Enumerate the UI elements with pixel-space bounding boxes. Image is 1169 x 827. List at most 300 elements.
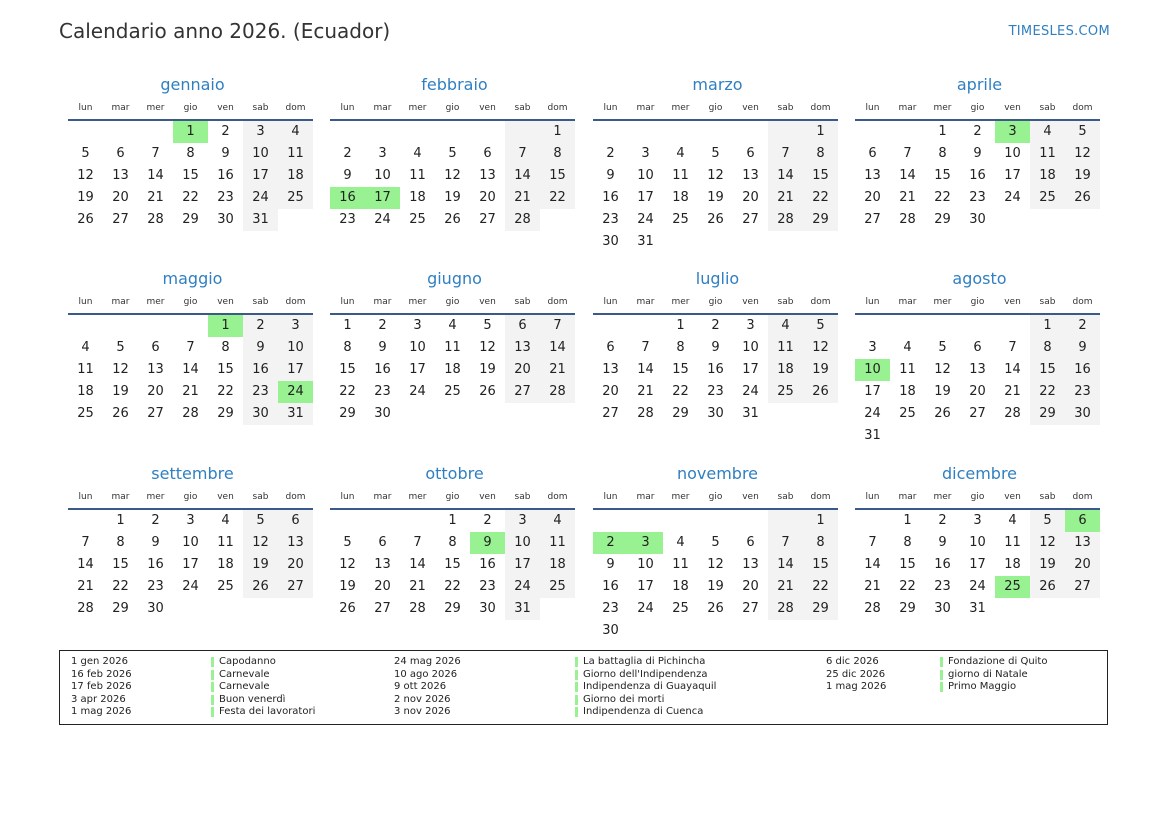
day-cell: 10 bbox=[182, 535, 199, 550]
legend-color-bars-1 bbox=[211, 657, 214, 719]
month-name: dicembre bbox=[941, 464, 1018, 483]
weekday-label: mar bbox=[898, 103, 917, 113]
brand-link[interactable]: TIMESLES.COM bbox=[1008, 24, 1110, 39]
day-cell: 8 bbox=[903, 535, 912, 550]
holiday-day-cell: 3 bbox=[628, 532, 663, 554]
day-cell: 19 bbox=[1065, 165, 1100, 187]
day-cell: 8 bbox=[448, 535, 457, 550]
legend-names-col-3 bbox=[948, 656, 1047, 694]
empty-cell bbox=[890, 315, 925, 337]
day-cell: 6 bbox=[151, 340, 160, 355]
day-cell: 22 bbox=[934, 190, 951, 205]
day-cell: 28 bbox=[768, 209, 803, 231]
day-cell: 15 bbox=[899, 557, 916, 572]
weekday-label: ven bbox=[217, 103, 234, 113]
empty-cell bbox=[173, 315, 208, 337]
day-cell: 4 bbox=[540, 510, 575, 532]
day-cell: 10 bbox=[505, 532, 540, 554]
day-grid bbox=[68, 315, 315, 425]
weekday-label: lun bbox=[865, 103, 880, 113]
legend-holiday-name: Indipendenza di Cuenca bbox=[583, 706, 704, 717]
month-name: febbraio bbox=[421, 75, 488, 94]
day-cell: 13 bbox=[602, 362, 619, 377]
weekday-label: gio bbox=[708, 297, 723, 307]
month-marzo bbox=[595, 72, 840, 253]
day-cell: 24 bbox=[182, 579, 199, 594]
day-cell: 21 bbox=[1004, 384, 1021, 399]
day-cell: 2 bbox=[973, 124, 982, 139]
weekday-label: mer bbox=[933, 297, 952, 307]
day-cell: 30 bbox=[707, 406, 724, 421]
empty-cell bbox=[365, 121, 400, 143]
weekday-label: sab bbox=[514, 103, 531, 113]
weekday-label: sab bbox=[514, 297, 531, 307]
day-cell: 28 bbox=[182, 406, 199, 421]
empty-cell bbox=[855, 315, 890, 337]
day-cell: 25 bbox=[217, 579, 234, 594]
legend-holiday-name: Carnevale bbox=[219, 668, 270, 680]
weekday-label: gio bbox=[183, 492, 198, 502]
day-cell: 17 bbox=[637, 579, 654, 594]
empty-cell bbox=[330, 121, 365, 143]
legend-holiday-name: La battaglia di Pichincha bbox=[583, 656, 706, 667]
empty-cell bbox=[890, 121, 925, 143]
day-cell: 5 bbox=[803, 315, 838, 337]
day-cell: 7 bbox=[81, 535, 90, 550]
legend-date: 25 dic 2026 bbox=[826, 668, 886, 680]
day-cell: 16 bbox=[243, 359, 278, 381]
day-cell: 14 bbox=[768, 165, 803, 187]
day-cell: 12 bbox=[112, 362, 129, 377]
weekday-label: sab bbox=[777, 297, 794, 307]
day-cell: 9 bbox=[243, 337, 278, 359]
day-cell: 20 bbox=[1065, 554, 1100, 576]
weekday-label: dom bbox=[285, 297, 306, 307]
day-cell: 10 bbox=[278, 337, 313, 359]
legend-date: 3 apr 2026 bbox=[71, 693, 126, 705]
day-grid bbox=[593, 121, 840, 253]
day-cell: 28 bbox=[147, 212, 164, 227]
legend-date: 16 feb 2026 bbox=[71, 668, 132, 680]
day-cell: 11 bbox=[540, 532, 575, 554]
legend-date: 1 gen 2026 bbox=[71, 656, 129, 667]
day-cell: 29 bbox=[803, 209, 838, 231]
day-cell: 15 bbox=[339, 362, 356, 377]
legend-holiday-name: Giorno dell'Indipendenza bbox=[583, 668, 708, 680]
day-cell: 19 bbox=[934, 384, 951, 399]
day-cell: 20 bbox=[147, 384, 164, 399]
day-cell: 31 bbox=[742, 406, 759, 421]
day-cell: 15 bbox=[217, 362, 234, 377]
weekday-label: ven bbox=[479, 103, 496, 113]
day-cell: 17 bbox=[243, 165, 278, 187]
day-cell: 6 bbox=[505, 315, 540, 337]
weekday-label: mer bbox=[408, 297, 427, 307]
day-cell: 12 bbox=[1065, 143, 1100, 165]
month-name: luglio bbox=[695, 269, 740, 288]
day-cell: 6 bbox=[746, 146, 755, 161]
day-cell: 7 bbox=[151, 146, 160, 161]
weekday-label: ven bbox=[742, 492, 759, 502]
day-cell: 20 bbox=[374, 579, 391, 594]
day-cell: 30 bbox=[602, 623, 619, 638]
day-cell: 6 bbox=[278, 510, 313, 532]
day-cell: 24 bbox=[505, 576, 540, 598]
day-cell: 28 bbox=[505, 209, 540, 231]
month-name: giugno bbox=[427, 269, 482, 288]
holiday-day-cell: 25 bbox=[995, 576, 1030, 598]
day-cell: 5 bbox=[81, 146, 90, 161]
legend-holiday-name: Giorno dei morti bbox=[583, 693, 665, 705]
weekday-label: gio bbox=[183, 297, 198, 307]
weekday-label: lun bbox=[340, 492, 355, 502]
empty-cell bbox=[435, 121, 470, 143]
weekday-label: dom bbox=[810, 297, 831, 307]
weekday-label: dom bbox=[810, 103, 831, 113]
day-cell: 3 bbox=[278, 315, 313, 337]
day-cell: 31 bbox=[243, 209, 278, 231]
day-cell: 13 bbox=[1065, 532, 1100, 554]
day-cell: 5 bbox=[448, 146, 457, 161]
day-cell: 1 bbox=[1030, 315, 1065, 337]
day-cell: 10 bbox=[243, 143, 278, 165]
empty-cell bbox=[138, 121, 173, 143]
weekday-label: sab bbox=[777, 492, 794, 502]
month-settembre bbox=[70, 461, 315, 620]
day-cell: 14 bbox=[768, 554, 803, 576]
day-cell: 29 bbox=[672, 406, 689, 421]
day-cell: 17 bbox=[278, 359, 313, 381]
empty-cell bbox=[103, 121, 138, 143]
weekday-label: lun bbox=[865, 492, 880, 502]
day-cell: 26 bbox=[1065, 187, 1100, 209]
weekday-label: lun bbox=[865, 297, 880, 307]
day-cell: 14 bbox=[147, 168, 164, 183]
day-cell: 25 bbox=[77, 406, 94, 421]
weekday-label: gio bbox=[970, 492, 985, 502]
day-cell: 4 bbox=[221, 513, 230, 528]
legend-color-bars-2 bbox=[575, 657, 578, 719]
month-novembre bbox=[595, 461, 840, 642]
empty-cell bbox=[68, 510, 103, 532]
day-cell: 7 bbox=[868, 535, 877, 550]
legend-holiday-name: Capodanno bbox=[219, 656, 276, 667]
weekday-header bbox=[330, 487, 577, 507]
day-cell: 2 bbox=[151, 513, 160, 528]
day-cell: 13 bbox=[374, 557, 391, 572]
weekday-header bbox=[593, 487, 840, 507]
weekday-label: mar bbox=[111, 492, 130, 502]
empty-cell bbox=[698, 121, 733, 143]
day-cell: 27 bbox=[742, 601, 759, 616]
day-cell: 24 bbox=[864, 406, 881, 421]
day-cell: 30 bbox=[147, 601, 164, 616]
day-cell: 9 bbox=[151, 535, 160, 550]
day-cell: 30 bbox=[934, 601, 951, 616]
weekday-label: dom bbox=[547, 297, 568, 307]
day-cell: 12 bbox=[479, 340, 496, 355]
day-cell: 29 bbox=[339, 406, 356, 421]
empty-cell bbox=[593, 315, 628, 337]
day-cell: 12 bbox=[339, 557, 356, 572]
day-cell: 27 bbox=[969, 406, 986, 421]
day-cell: 8 bbox=[343, 340, 352, 355]
day-cell: 23 bbox=[147, 579, 164, 594]
day-cell: 6 bbox=[483, 146, 492, 161]
day-cell: 14 bbox=[409, 557, 426, 572]
day-cell: 27 bbox=[479, 212, 496, 227]
weekday-label: lun bbox=[78, 492, 93, 502]
day-cell: 29 bbox=[217, 406, 234, 421]
day-cell: 31 bbox=[278, 403, 313, 425]
day-cell: 29 bbox=[899, 601, 916, 616]
day-cell: 1 bbox=[803, 121, 838, 143]
month-gennaio bbox=[70, 72, 315, 231]
day-grid bbox=[593, 510, 840, 642]
day-cell: 9 bbox=[221, 146, 230, 161]
weekday-label: mer bbox=[146, 297, 165, 307]
day-cell: 17 bbox=[409, 362, 426, 377]
day-cell: 17 bbox=[742, 362, 759, 377]
day-cell: 4 bbox=[903, 340, 912, 355]
day-cell: 13 bbox=[112, 168, 129, 183]
day-cell: 19 bbox=[77, 190, 94, 205]
day-cell: 5 bbox=[1030, 510, 1065, 532]
weekday-label: gio bbox=[445, 103, 460, 113]
day-cell: 13 bbox=[479, 168, 496, 183]
day-cell: 21 bbox=[77, 579, 94, 594]
day-cell: 9 bbox=[973, 146, 982, 161]
day-cell: 31 bbox=[969, 601, 986, 616]
month-name: ottobre bbox=[425, 464, 484, 483]
legend-date: 10 ago 2026 bbox=[394, 668, 458, 680]
day-cell: 3 bbox=[746, 318, 755, 333]
day-cell: 13 bbox=[742, 168, 759, 183]
day-cell: 12 bbox=[77, 168, 94, 183]
day-cell: 1 bbox=[938, 124, 947, 139]
weekday-header bbox=[855, 98, 1102, 118]
holiday-day-cell: 1 bbox=[208, 315, 243, 337]
day-cell: 19 bbox=[707, 579, 724, 594]
day-cell: 10 bbox=[1004, 146, 1021, 161]
holiday-day-cell: 9 bbox=[470, 532, 505, 554]
day-cell: 10 bbox=[374, 168, 391, 183]
legend-date: 1 mag 2026 bbox=[826, 681, 887, 692]
day-cell: 14 bbox=[182, 362, 199, 377]
day-cell: 25 bbox=[444, 384, 461, 399]
day-cell: 16 bbox=[479, 557, 496, 572]
day-cell: 11 bbox=[77, 362, 94, 377]
day-cell: 26 bbox=[479, 384, 496, 399]
day-cell: 16 bbox=[374, 362, 391, 377]
legend-holiday-name: Carnevale bbox=[219, 681, 270, 692]
weekday-header bbox=[855, 292, 1102, 312]
day-cell: 15 bbox=[803, 165, 838, 187]
weekday-label: sab bbox=[1039, 297, 1056, 307]
empty-cell bbox=[365, 510, 400, 532]
day-grid bbox=[330, 315, 577, 425]
weekday-label: mer bbox=[671, 297, 690, 307]
day-cell: 6 bbox=[746, 535, 755, 550]
day-cell: 8 bbox=[803, 143, 838, 165]
day-cell: 2 bbox=[711, 318, 720, 333]
legend-date: 2 nov 2026 bbox=[394, 693, 451, 705]
legend-holiday-name: Buon venerdì bbox=[219, 693, 286, 705]
day-cell: 2 bbox=[1065, 315, 1100, 337]
day-cell: 3 bbox=[186, 513, 195, 528]
month-febbraio bbox=[332, 72, 577, 231]
page-title: Calendario anno 2026. (Ecuador) bbox=[59, 19, 391, 43]
day-cell: 30 bbox=[602, 234, 619, 249]
day-cell: 8 bbox=[540, 143, 575, 165]
empty-cell bbox=[470, 121, 505, 143]
day-cell: 4 bbox=[278, 121, 313, 143]
holiday-day-cell: 1 bbox=[173, 121, 208, 143]
weekday-label: sab bbox=[1039, 103, 1056, 113]
day-cell: 13 bbox=[742, 557, 759, 572]
weekday-label: mar bbox=[636, 297, 655, 307]
weekday-label: gio bbox=[445, 492, 460, 502]
weekday-label: mar bbox=[373, 492, 392, 502]
weekday-label: dom bbox=[1072, 297, 1093, 307]
day-cell: 11 bbox=[278, 143, 313, 165]
weekday-label: gio bbox=[183, 103, 198, 113]
day-cell: 13 bbox=[969, 362, 986, 377]
holiday-day-cell: 2 bbox=[593, 532, 628, 554]
day-cell: 18 bbox=[77, 384, 94, 399]
holiday-day-cell: 6 bbox=[1065, 510, 1100, 532]
empty-cell bbox=[593, 510, 628, 532]
day-cell: 30 bbox=[217, 212, 234, 227]
day-cell: 29 bbox=[182, 212, 199, 227]
day-cell: 23 bbox=[602, 601, 619, 616]
day-cell: 3 bbox=[243, 121, 278, 143]
day-cell: 4 bbox=[81, 340, 90, 355]
day-cell: 20 bbox=[278, 554, 313, 576]
day-cell: 7 bbox=[413, 535, 422, 550]
day-grid bbox=[855, 510, 1102, 620]
day-cell: 23 bbox=[1065, 381, 1100, 403]
legend-date: 3 nov 2026 bbox=[394, 706, 451, 717]
weekday-label: gio bbox=[708, 492, 723, 502]
day-grid bbox=[855, 121, 1102, 231]
day-cell: 10 bbox=[637, 557, 654, 572]
legend-date: 1 mag 2026 bbox=[71, 706, 132, 717]
empty-cell bbox=[330, 510, 365, 532]
weekday-label: dom bbox=[547, 492, 568, 502]
day-cell: 22 bbox=[899, 579, 916, 594]
day-cell: 7 bbox=[903, 146, 912, 161]
day-cell: 1 bbox=[343, 318, 352, 333]
day-cell: 12 bbox=[1030, 532, 1065, 554]
day-grid bbox=[593, 315, 840, 425]
day-cell: 25 bbox=[1030, 187, 1065, 209]
day-cell: 3 bbox=[413, 318, 422, 333]
day-cell: 28 bbox=[77, 601, 94, 616]
day-cell: 14 bbox=[540, 337, 575, 359]
weekday-header bbox=[593, 98, 840, 118]
day-cell: 15 bbox=[934, 168, 951, 183]
legend-holiday-name: Primo Maggio bbox=[948, 681, 1017, 692]
day-cell: 1 bbox=[903, 513, 912, 528]
day-cell: 8 bbox=[116, 535, 125, 550]
day-cell: 26 bbox=[444, 212, 461, 227]
day-cell: 11 bbox=[899, 362, 916, 377]
empty-cell bbox=[663, 121, 698, 143]
day-cell: 14 bbox=[637, 362, 654, 377]
day-cell: 27 bbox=[1065, 576, 1100, 598]
day-cell: 25 bbox=[768, 381, 803, 403]
day-cell: 12 bbox=[803, 337, 838, 359]
day-cell: 9 bbox=[711, 340, 720, 355]
day-cell: 25 bbox=[540, 576, 575, 598]
weekday-label: lun bbox=[340, 297, 355, 307]
day-cell: 5 bbox=[483, 318, 492, 333]
day-cell: 27 bbox=[505, 381, 540, 403]
day-cell: 1 bbox=[116, 513, 125, 528]
day-cell: 4 bbox=[768, 315, 803, 337]
day-cell: 18 bbox=[444, 362, 461, 377]
day-cell: 24 bbox=[409, 384, 426, 399]
day-cell: 19 bbox=[339, 579, 356, 594]
day-cell: 30 bbox=[479, 601, 496, 616]
day-cell: 11 bbox=[1004, 535, 1021, 550]
weekday-label: mar bbox=[898, 297, 917, 307]
day-cell: 27 bbox=[147, 406, 164, 421]
day-cell: 19 bbox=[803, 359, 838, 381]
day-grid bbox=[330, 121, 577, 231]
weekday-label: mer bbox=[671, 492, 690, 502]
day-cell: 14 bbox=[1004, 362, 1021, 377]
empty-cell bbox=[733, 510, 768, 532]
day-cell: 27 bbox=[374, 601, 391, 616]
day-cell: 14 bbox=[899, 168, 916, 183]
day-cell: 5 bbox=[343, 535, 352, 550]
day-cell: 8 bbox=[221, 340, 230, 355]
weekday-label: lun bbox=[603, 492, 618, 502]
day-grid bbox=[330, 510, 577, 620]
day-cell: 17 bbox=[637, 190, 654, 205]
day-cell: 15 bbox=[803, 554, 838, 576]
day-cell: 6 bbox=[378, 535, 387, 550]
day-cell: 12 bbox=[243, 532, 278, 554]
day-cell: 21 bbox=[899, 190, 916, 205]
day-cell: 12 bbox=[444, 168, 461, 183]
day-cell: 21 bbox=[147, 190, 164, 205]
month-name: settembre bbox=[151, 464, 234, 483]
day-cell: 25 bbox=[409, 212, 426, 227]
empty-cell bbox=[698, 510, 733, 532]
weekday-label: ven bbox=[217, 297, 234, 307]
month-name: novembre bbox=[676, 464, 759, 483]
day-cell: 14 bbox=[77, 557, 94, 572]
day-cell: 29 bbox=[934, 212, 951, 227]
day-cell: 19 bbox=[444, 190, 461, 205]
day-cell: 20 bbox=[864, 190, 881, 205]
weekday-label: mer bbox=[146, 492, 165, 502]
day-cell: 16 bbox=[707, 362, 724, 377]
day-cell: 2 bbox=[343, 146, 352, 161]
day-cell: 4 bbox=[448, 318, 457, 333]
day-cell: 2 bbox=[378, 318, 387, 333]
day-cell: 17 bbox=[505, 554, 540, 576]
day-cell: 3 bbox=[973, 513, 982, 528]
day-cell: 27 bbox=[864, 212, 881, 227]
weekday-label: ven bbox=[479, 297, 496, 307]
day-cell: 30 bbox=[969, 212, 986, 227]
day-cell: 22 bbox=[540, 187, 575, 209]
day-cell: 18 bbox=[1030, 165, 1065, 187]
